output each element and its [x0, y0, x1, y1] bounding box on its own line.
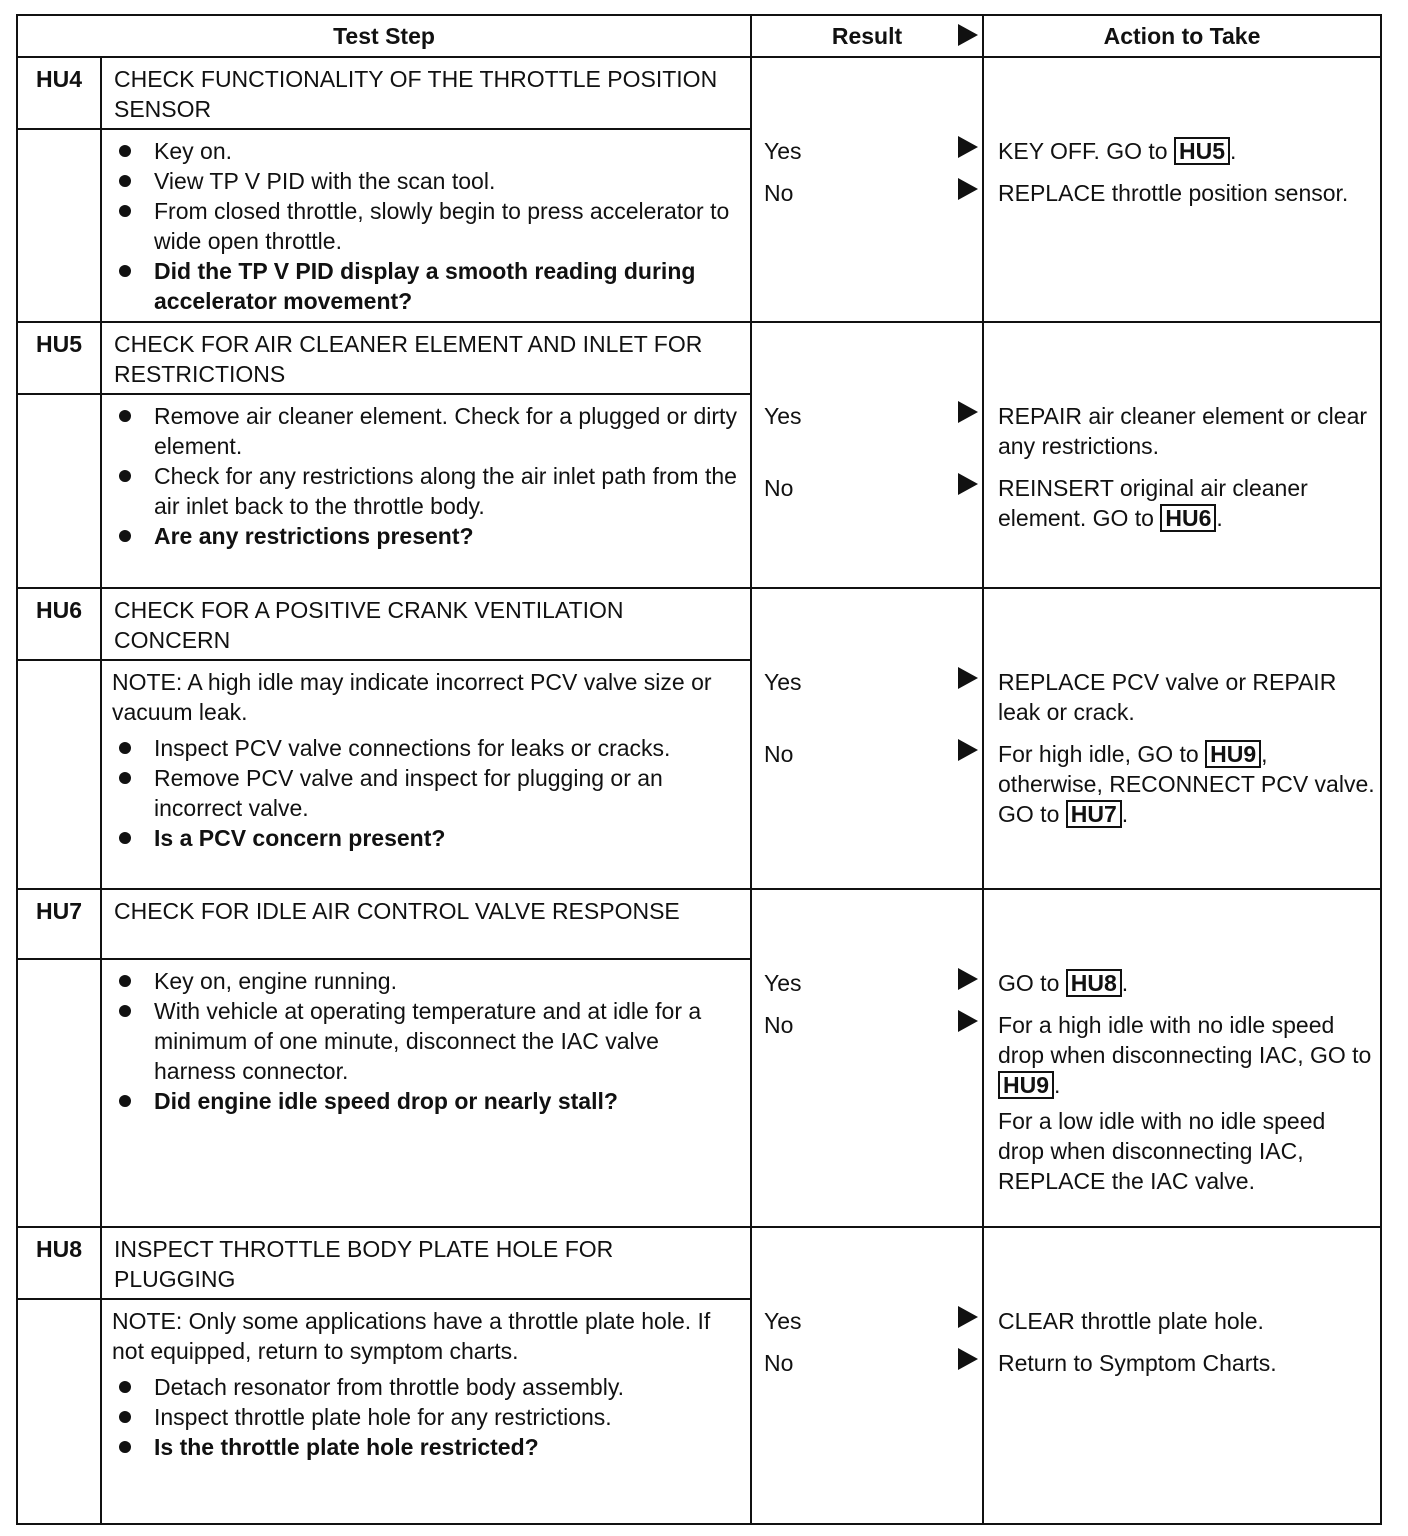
result-cell-hu5 — [751, 322, 983, 588]
step-item: Remove PCV valve and inspect for plugging or an incorrect valve. — [112, 763, 740, 823]
result-no-label: No — [764, 180, 794, 206]
arrow-right-icon — [958, 473, 978, 495]
action-no-hu4: REPLACE throttle position sensor. — [998, 180, 1349, 206]
result-yes-hu8: Yes — [764, 1306, 982, 1336]
step-item: Inspect throttle plate hole for any restrictions. — [112, 1402, 740, 1432]
result-cell-hu7 — [751, 889, 983, 1227]
action-yes-hu8: CLEAR throttle plate hole. — [998, 1308, 1264, 1334]
step-item: Detach resonator from throttle body assembly. — [112, 1372, 740, 1402]
step-reference[interactable]: HU7 — [1066, 800, 1122, 828]
step-list — [112, 401, 740, 551]
table-header-row — [17, 15, 1381, 57]
action-no-hu7: For a high idle with no idle speed drop when disconnecting IAC, GO to HU9 . For a low idle with no idle speed drop when disconnecting IAC, REPLACE the IAC valve. — [998, 1010, 1376, 1196]
result-no-hu4 — [764, 178, 982, 208]
action-cell-hu7 — [983, 889, 1381, 1227]
step-reference[interactable]: HU6 — [1160, 504, 1216, 532]
result-yes-hu7: Yes — [764, 968, 982, 998]
header-result-label: Result — [831, 23, 903, 49]
result-yes-hu6: Yes — [764, 667, 982, 697]
action-no-hu6: For high idle, GO to HU9 , otherwise, RECONNECT PCV valve. GO to HU7 . — [998, 741, 1375, 827]
action-cell-hu6 — [983, 588, 1381, 889]
step-id-hu5: HU5 — [17, 322, 101, 394]
arrow-right-icon — [958, 1348, 978, 1370]
arrow-right-icon — [958, 667, 978, 689]
action-no-hu8: Return to Symptom Charts. — [998, 1350, 1277, 1376]
step-item: View TP V PID with the scan tool. — [112, 166, 740, 196]
step-body-hu6 — [101, 660, 751, 889]
step-list — [112, 966, 740, 1116]
step-reference[interactable]: HU5 — [1174, 137, 1230, 165]
action-yes-hu6: REPLACE PCV valve or REPAIR leak or crack. — [998, 669, 1337, 725]
result-no-hu5: No — [764, 473, 982, 503]
step-note: NOTE: A high idle may indicate incorrect PCV valve size or vacuum leak. — [112, 669, 712, 725]
step-item: With vehicle at operating temperature and at idle for a minimum of one minute, disconnect the IAC valve harness connector. — [112, 996, 740, 1086]
action-yes-hu4: KEY OFF. GO to HU5 . — [998, 138, 1237, 164]
action-cell-hu5 — [983, 322, 1381, 588]
step-item: Inspect PCV valve connections for leaks or cracks. — [112, 733, 740, 763]
step-title-hu6: CHECK FOR A POSITIVE CRANK VENTILATION CONCERN — [101, 588, 751, 660]
step-title-row-hu5 — [17, 322, 1381, 394]
result-arrow-icon — [958, 24, 978, 46]
step-question: Did engine idle speed drop or nearly stall? — [112, 1086, 740, 1116]
step-list — [112, 733, 740, 853]
arrow-right-icon — [958, 1010, 978, 1032]
result-no-hu8: No — [764, 1348, 982, 1378]
header-test-step: Test Step — [17, 15, 751, 57]
step-question: Did the TP V PID display a smooth reading during accelerator movement? — [112, 256, 740, 316]
step-title-hu4: CHECK FUNCTIONALITY OF THE THROTTLE POSITION SENSOR — [101, 57, 751, 129]
header-action: Action to Take — [983, 15, 1381, 57]
step-item: Key on. — [112, 136, 740, 166]
step-title-hu7: CHECK FOR IDLE AIR CONTROL VALVE RESPONSE — [101, 889, 751, 959]
step-item: Key on, engine running. — [112, 966, 740, 996]
arrow-right-icon — [958, 136, 978, 158]
result-yes-hu5: Yes — [764, 401, 982, 431]
step-title-row-hu6 — [17, 588, 1381, 660]
arrow-right-icon — [958, 401, 978, 423]
step-question: Is a PCV concern present? — [112, 823, 740, 853]
step-title-hu8: INSPECT THROTTLE BODY PLATE HOLE FOR PLUGGING — [101, 1227, 751, 1299]
result-no-hu7: No — [764, 1010, 982, 1040]
result-cell-hu8 — [751, 1227, 983, 1524]
step-body-hu8 — [101, 1299, 751, 1524]
step-item: Check for any restrictions along the air inlet path from the air inlet back to the throttle body. — [112, 461, 740, 521]
action-no-hu5: REINSERT original air cleaner element. GO to HU6 . — [998, 475, 1308, 531]
arrow-right-icon — [958, 1306, 978, 1328]
step-body-hu4 — [101, 129, 751, 322]
action-cell-hu4 — [983, 57, 1381, 322]
result-cell-hu6 — [751, 588, 983, 889]
step-body-hu7 — [101, 959, 751, 1227]
diagnostic-table — [16, 14, 1382, 1525]
step-title-row-hu7 — [17, 889, 1381, 959]
action-yes-hu5: REPAIR air cleaner element or clear any restrictions. — [998, 403, 1368, 459]
action-no-secondary-hu7: For a low idle with no idle speed drop when disconnecting IAC, REPLACE the IAC valve. — [998, 1108, 1326, 1194]
result-no-hu6: No — [764, 739, 982, 769]
step-list — [112, 1372, 740, 1462]
step-body-hu5 — [101, 394, 751, 588]
step-reference[interactable]: HU8 — [1066, 969, 1122, 997]
step-note: NOTE: Only some applications have a throttle plate hole. If not equipped, return to symptom charts. — [112, 1308, 711, 1364]
result-yes-hu4 — [764, 136, 982, 166]
step-title-row-hu4 — [17, 57, 1381, 129]
action-yes-hu7: GO to HU8 . — [998, 970, 1129, 996]
step-id-hu7: HU7 — [17, 889, 101, 959]
step-item: Remove air cleaner element. Check for a plugged or dirty element. — [112, 401, 740, 461]
result-cell-hu4 — [751, 57, 983, 322]
arrow-right-icon — [958, 739, 978, 761]
step-title-hu5: CHECK FOR AIR CLEANER ELEMENT AND INLET FOR RESTRICTIONS — [101, 322, 751, 394]
step-question: Are any restrictions present? — [112, 521, 740, 551]
header-result — [751, 15, 983, 57]
arrow-right-icon — [958, 968, 978, 990]
step-id-hu4: HU4 — [17, 57, 101, 129]
step-id-hu6: HU6 — [17, 588, 101, 660]
step-list — [112, 136, 740, 316]
step-reference[interactable]: HU9 — [998, 1071, 1054, 1099]
step-title-row-hu8 — [17, 1227, 1381, 1299]
action-cell-hu8 — [983, 1227, 1381, 1524]
step-reference[interactable]: HU9 — [1205, 740, 1261, 768]
result-yes-label: Yes — [764, 138, 802, 164]
arrow-right-icon — [958, 178, 978, 200]
step-item: From closed throttle, slowly begin to press accelerator to wide open throttle. — [112, 196, 740, 256]
step-id-hu8: HU8 — [17, 1227, 101, 1299]
step-question: Is the throttle plate hole restricted? — [112, 1432, 740, 1462]
